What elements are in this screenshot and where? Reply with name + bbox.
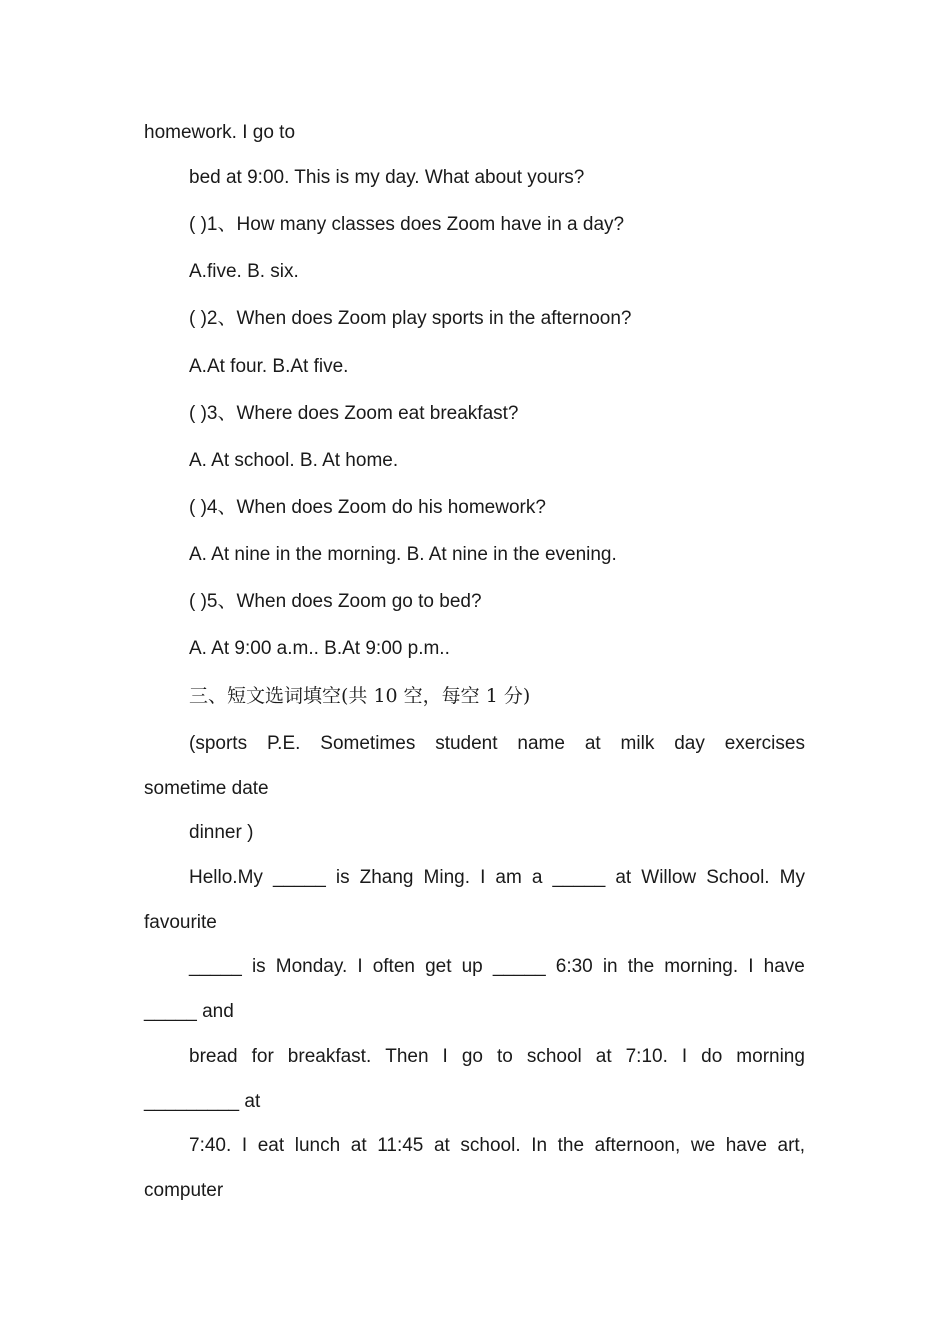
word: Then — [385, 1046, 429, 1067]
word-bank-continued: sometime date — [144, 778, 269, 799]
question-3-options: A. At school. B. At home. — [189, 450, 399, 471]
word: morning. — [664, 956, 739, 977]
word: breakfast. — [287, 1046, 372, 1067]
question-2: ( )2、When does Zoom play sports in the afternoon? — [189, 308, 632, 329]
word: School. — [706, 867, 770, 888]
word: go — [461, 1046, 483, 1067]
word: school — [526, 1046, 582, 1067]
question-1-options: A.five. B. six. — [189, 261, 299, 282]
passage-line: computer — [144, 1180, 224, 1201]
passage-line: _________ at — [144, 1091, 261, 1112]
question-4-options: A. At nine in the morning. B. At nine in the evening. — [189, 544, 617, 565]
word: _____ — [189, 956, 242, 977]
word: 7:40. — [189, 1135, 232, 1156]
word: at — [433, 1135, 450, 1156]
word: often — [372, 956, 415, 977]
word: I — [681, 1046, 688, 1067]
word: to — [496, 1046, 513, 1067]
word: 11:45 — [377, 1135, 424, 1156]
word: bread — [189, 1046, 238, 1067]
word: do — [701, 1046, 723, 1067]
word: up — [461, 956, 483, 977]
word: Hello.My — [189, 867, 263, 888]
word: name — [517, 733, 565, 754]
question-5: ( )5、When does Zoom go to bed? — [189, 591, 482, 612]
question-5-options: A. At 9:00 a.m.. B.At 9:00 p.m.. — [189, 638, 450, 659]
word: In — [531, 1135, 548, 1156]
word: Sometimes — [320, 733, 416, 754]
word: in — [602, 956, 618, 977]
text-line: homework. I go to — [144, 122, 296, 143]
word: 6:30 — [555, 956, 593, 977]
passage-line-hello — [189, 866, 805, 890]
word: we — [690, 1135, 716, 1156]
word: have — [725, 1135, 767, 1156]
word: at — [615, 867, 632, 888]
word: exercises — [724, 733, 805, 754]
word: I — [241, 1135, 248, 1156]
word: I — [357, 956, 363, 977]
word: I — [480, 867, 486, 888]
word: have — [763, 956, 805, 977]
word: (sports — [189, 733, 248, 754]
word: P.E. — [266, 733, 301, 754]
text-line: bed at 9:00. This is my day. What about yours? — [189, 167, 585, 188]
word-bank-end: dinner ) — [189, 822, 254, 843]
word: My — [779, 867, 805, 888]
word: at — [350, 1135, 367, 1156]
word: student — [435, 733, 498, 754]
word: get — [425, 956, 452, 977]
passage-line: favourite — [144, 912, 217, 933]
word: morning — [736, 1046, 805, 1067]
question-4: ( )4、When does Zoom do his homework? — [189, 497, 546, 518]
word: is — [335, 867, 350, 888]
word: school. — [460, 1135, 521, 1156]
passage-line: _____ and — [144, 1001, 234, 1022]
word: _____ — [492, 956, 546, 977]
word: day — [674, 733, 705, 754]
word: milk — [620, 733, 655, 754]
word: _____ — [552, 867, 606, 888]
word: for — [251, 1046, 274, 1067]
question-2-options: A.At four. B.At five. — [189, 356, 349, 377]
word: at — [584, 733, 601, 754]
word: 7:10. — [625, 1046, 668, 1067]
word: afternoon, — [594, 1135, 681, 1156]
word: eat — [257, 1135, 285, 1156]
word: at — [595, 1046, 612, 1067]
word: art, — [777, 1135, 805, 1156]
passage-line-monday — [189, 955, 805, 979]
word-bank-line — [189, 732, 805, 756]
word: Ming. — [423, 867, 471, 888]
word: lunch — [294, 1135, 341, 1156]
passage-line-bread — [189, 1045, 805, 1069]
question-3: ( )3、Where does Zoom eat breakfast? — [189, 403, 519, 424]
passage-line-lunch — [189, 1134, 805, 1158]
word: Zhang — [359, 867, 414, 888]
word: is — [251, 956, 266, 977]
word: Monday. — [275, 956, 348, 977]
word: _____ — [272, 867, 326, 888]
word: a — [531, 867, 543, 888]
word: the — [627, 956, 655, 977]
word: I — [442, 1046, 448, 1067]
word: Willow — [641, 867, 697, 888]
question-1: ( )1、How many classes does Zoom have in a day? — [189, 214, 625, 235]
word: am — [495, 867, 522, 888]
section-heading: 三、短文选词填空(共 10 空，每空 1 分) — [189, 685, 531, 707]
word: I — [748, 956, 754, 977]
word: the — [557, 1135, 585, 1156]
